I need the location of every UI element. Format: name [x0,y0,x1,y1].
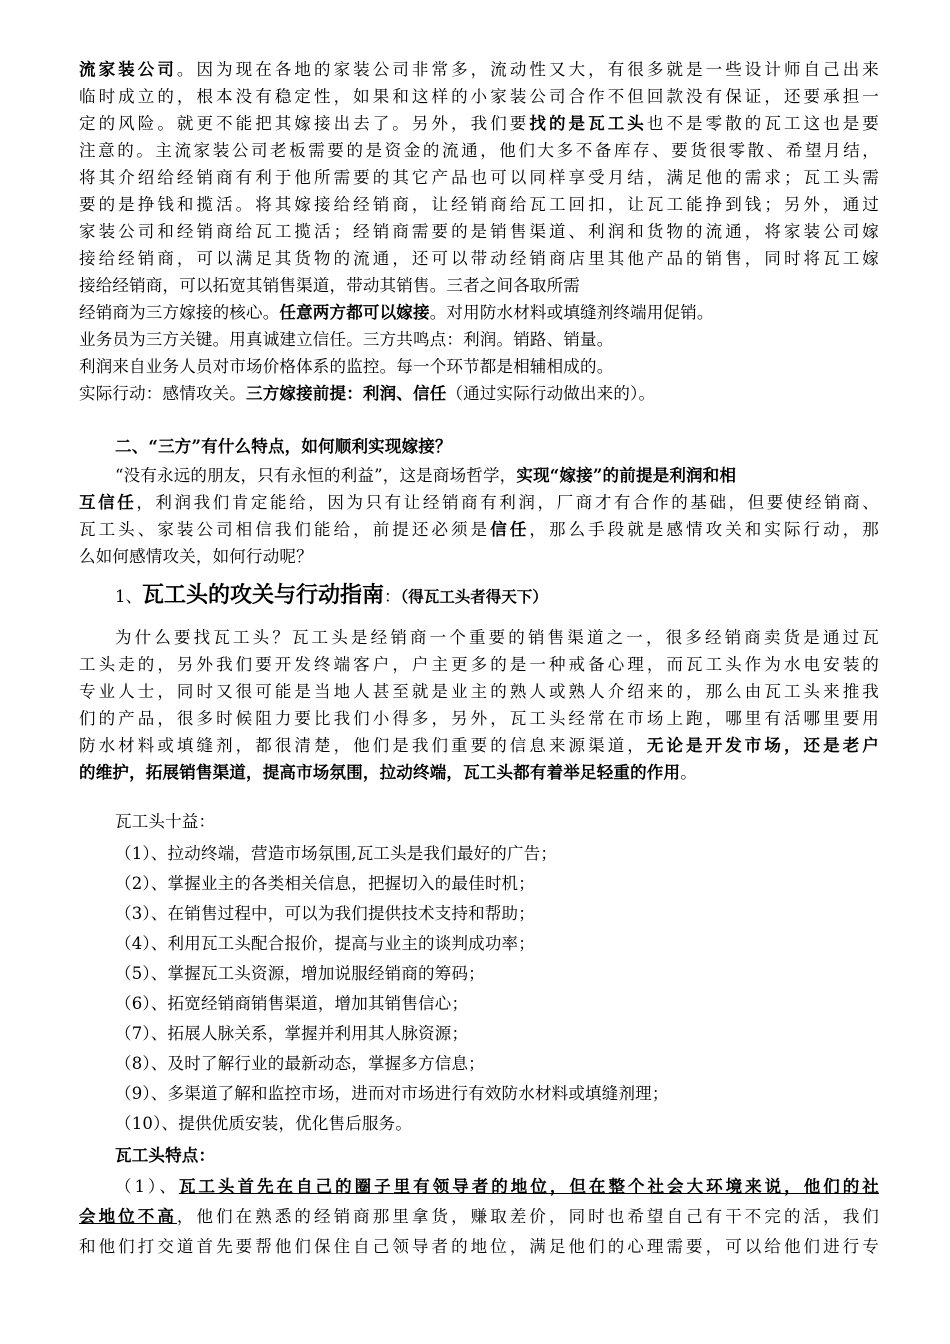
text-span: 。 [680,763,697,782]
para1-line-4: 注意的。主流家装公司老板需要的是资金的流通，他们大多不备库存、要货很零散、希望月结， [79,141,879,160]
para1-line-8: 接给经销商，可以满足其货物的流通，还可以带动经销商店里其他产品的销售，同时将瓦工嫁 [79,249,879,268]
heading-colon: ： [384,587,401,606]
feature-line-1 [115,1173,879,1200]
list-item: （10）、提供优质安装，优化售后服务。 [115,1114,413,1133]
section2-line-3 [79,516,879,543]
section2-line-1 [115,462,879,489]
text-span: 经销商为三方嫁接的核心。 [79,303,280,322]
para1-line-9: 接给经销商，可以拓宽其销售渠道，带动其销售。三者之间各取所需 [79,276,580,295]
section2-line-4: 么如何感情攻关，如何行动呢？ [79,547,313,566]
text-span: ，利润我们肯定能给，因为只有让经销商有利润，厂商才有合作的基础，但要使经销商、 [136,493,879,512]
para1-line-7: 家装公司和经销商给瓦工揽活；经销商需要的是销售渠道、利润和货物的流通，将家装公司嫁 [79,222,879,241]
text-span: 实际行动：感情攻关。 [79,384,246,403]
section3-line-2: 工头走的，另外我们要开发终端客户，户主更多的是一种戒备心理，而瓦工头作为水电安装的 [79,655,879,674]
bold-phrase: 互信任 [79,493,137,512]
features-title [115,1142,915,1169]
bold-phrase: 无论是开发市场，还是老户 [646,736,879,755]
text-span: ，那么手段就是感情攻关和实际行动，那 [529,520,880,539]
heading-title: 瓦工头的攻关与行动指南 [142,583,385,608]
bold-phrase: 瓦工头特点： [115,1146,216,1165]
para1-line-2: 临时成立的，根本没有稳定性，如果和这样的小家装公司合作不但回款没有保证，还要承担一 [79,87,879,106]
para1-line-12: 利润来自业务人员对市场价格体系的监控。每一个环节都是相辅相成的。 [79,357,614,376]
bold-phrase: 找的是瓦工头 [529,114,647,133]
text-span: 也不是零散的瓦工这也是要 [646,114,879,133]
list-item: （6）、拓宽经销商销售渠道，增加其销售信心； [115,994,469,1013]
bold-phrase: 任意两方都可以嫁接 [279,303,430,322]
list-item: （7）、拓展人脉关系，掌握并利用其人脉资源； [115,1024,469,1043]
feature-line-2 [79,1203,879,1230]
section2-line-2 [79,489,879,516]
text-span: “没有永远的朋友，只有永恒的利益”，这是商场哲学， [115,466,517,485]
heading-number: 1、 [115,587,142,606]
list-item: （2）、掌握业主的各类相关信息，把握切入的最佳时机； [115,874,535,893]
text-span: 。因为现在各地的家装公司非常多，流动性又大，有很多就是一些设计师自己出来 [176,60,880,79]
section3-line-1: 为什么要找瓦工头？瓦工头是经销商一个重要的销售渠道之一，很多经销商卖货是通过瓦 [115,628,879,647]
text-span: 。对用防水材料或填缝剂终端用促销。 [429,303,714,322]
section3-line-6 [79,759,879,786]
para1-line-10 [79,299,879,326]
text-span: （通过实际行动做出来的）。 [446,384,656,403]
text-span: ，他们在熟悉的经销商那里拿货，赚取差价，同时也希望自己有干不完的活，我们 [176,1207,880,1226]
underlined-bold-phrase: 瓦工头首先在自己的圈子里有领导者的地位，但在整个社会大环境来说，他们的社 [178,1177,879,1196]
subsection-heading [115,578,548,615]
list-item: （3）、在销售过程中，可以为我们提供技术支持和帮助； [115,904,535,923]
bold-phrase: 信任 [490,520,530,539]
text-span: 防水材料或填缝剂，都很清楚，他们是我们重要的信息来源渠道， [79,736,647,755]
feature-line-3: 和他们打交道首先要帮他们保住自己领导者的地位，满足他们的心理需要，可以给他们进行专 [79,1237,879,1256]
para1-line-6: 要的是挣钱和揽活。将其嫁接给经销商，让经销商给瓦工回扣，让瓦工能挣到钱；另外，通过 [79,195,879,214]
heading-subtitle: （得瓦工头者得天下） [400,587,548,606]
list-item: （4）、利用瓦工头配合报价，提高与业主的谈判成功率； [115,934,535,953]
list-item: （1）、拉动终端，营造市场氛围,瓦工头是我们最好的广告； [115,844,558,863]
section3-line-5 [79,732,879,759]
bold-phrase: 三方嫁接前提：利润、信任 [246,384,447,403]
para1-line-5: 将其介绍给经销商有利于他所需要的其它产品也可以同样享受月结，满足他的需求；瓦工头需 [79,168,879,187]
list-item: （9）、多渠道了解和监控市场，进而对市场进行有效防水材料或填缝剂理； [115,1084,669,1103]
section-heading: 二、“三方”有什么特点，如何顺利实现嫁接？ [115,437,452,456]
bold-phrase: 的维护，拓展销售渠道，提高市场氛围，拉动终端，瓦工头都有着举足轻重的作用 [79,763,681,782]
section3-line-3: 专业人士，同时又很可能是当地人甚至就是业主的熟人或熟人介绍来的，那么由瓦工头来推我 [79,682,879,701]
ten-benefits-title: 瓦工头十益： [115,812,216,831]
para1-line-1 [79,56,879,83]
bold-phrase: 流家装公司 [79,60,177,79]
list-item: （8）、及时了解行业的最新动态，掌握多方信息； [115,1054,485,1073]
para1-line-13 [79,380,879,407]
text-span: 定的风险。就更不能把其嫁接出去了。另外，我们要 [79,114,530,133]
section3-line-4: 们的产品，很多时候阻力要比我们小得多，另外，瓦工头经常在市场上跑，哪里有活哪里要用 [79,709,879,728]
text-span: （1）、 [115,1177,179,1196]
bold-phrase: 实现“嫁接”的前提是利润和相 [516,466,737,485]
list-item: （5）、掌握瓦工头资源，增加说服经销商的筹码； [115,964,485,983]
para1-line-3 [79,110,879,137]
underlined-bold-phrase: 会地位不高 [79,1207,177,1226]
text-span: 瓦工头、家装公司相信我们能给，前提还必须是 [79,520,491,539]
para1-line-11: 业务员为三方关键。用真诚建立信任。三方共鸣点：利润。销路、销量。 [79,330,614,349]
